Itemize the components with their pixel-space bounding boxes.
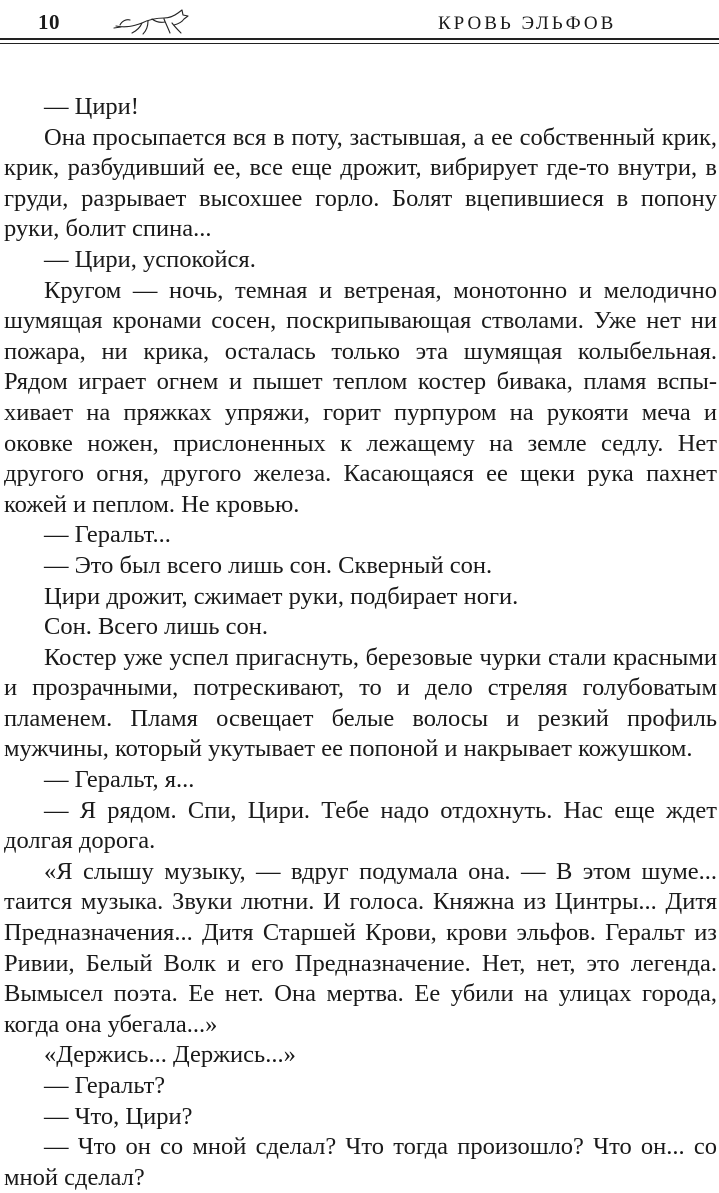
paragraph: — Цири! <box>44 93 139 120</box>
header-rule-thick <box>0 38 719 40</box>
paragraph: — Геральт... <box>44 521 171 549</box>
paragraph: — Цири, успокойся. <box>44 245 256 273</box>
page-number: 10 <box>38 10 60 34</box>
paragraph: «Я слышу музыку, — вдруг подумала она. — В этом шуме... таится музыка. Звуки лютни. И голоса. Княжна из Цинтры... Дитя Предназначения... Дитя Старшей Крови, крови эльфов. Геральт из Ривии, Белый Волк и его Предназначение. Нет, нет, это легенда. Вымысел поэта. Ее нет. Она мертва. Ее убили на улицах города, когда она убегала...» <box>4 857 717 1038</box>
paragraph: Сон. Всего лишь сон. <box>44 613 269 641</box>
paragraph: Цири дрожит, сжимает руки, подбирает ноги. <box>44 582 519 610</box>
paragraph: — Что он со мной сделал? Что тогда произошло? Что он... со мной сделал? <box>4 1133 717 1191</box>
running-header <box>0 0 719 44</box>
paragraph: Кругом — ночь, темная и ветреная, монотонно и мелодично шумящая кронами сосен, поскрипывающая стволами. Уже нет ни пожара, ни крика, осталась только эта шумящая колыбельная. Рядом играет огнем и пышет теплом костер бивака, пламя вспыхивает на пряжках упряжи, горит пурпуром на рукояти меча и оковке ножен, прислоненных к лежащему на земле седлу. Нет другого огня, другого железа. Касающаяся ее щеки рука пахнет кожей и пеплом. Не кровью. <box>4 276 717 518</box>
paragraph: Она просыпается вся в поту, застывшая, а ее собственный крик, крик, разбудивший ее, все еще дрожит, вибрирует где-то внутри, в груди, разрывает высохшее горло. Болят вцепившиеся в попону руки, болит спина... <box>4 123 717 243</box>
body-text <box>4 92 717 1193</box>
paragraph: — Это был всего лишь сон. Скверный сон. <box>44 551 493 579</box>
paragraph: Костер уже успел пригаснуть, березовые чурки стали красными и прозрачными, потрескивают, то и дело стреляя голубоватым пламенем. Пламя освещает белые волосы и резкий профиль мужчины, который укутывает ее попоной и накрывает кожушком. <box>4 643 717 763</box>
paragraph: — Я рядом. Спи, Цири. Тебе надо отдохнуть. Нас еще ждет долгая дорога. <box>4 796 717 855</box>
paragraph: — Геральт? <box>44 1072 166 1099</box>
wolf-ornament-icon <box>112 6 194 38</box>
paragraph: «Держись... Держись...» <box>44 1041 296 1069</box>
paragraph: — Геральт, я... <box>44 766 195 794</box>
paragraph: — Что, Цири? <box>44 1102 193 1130</box>
running-title: КРОВЬ ЭЛЬФОВ <box>438 13 617 34</box>
header-rule-thin <box>0 43 719 44</box>
